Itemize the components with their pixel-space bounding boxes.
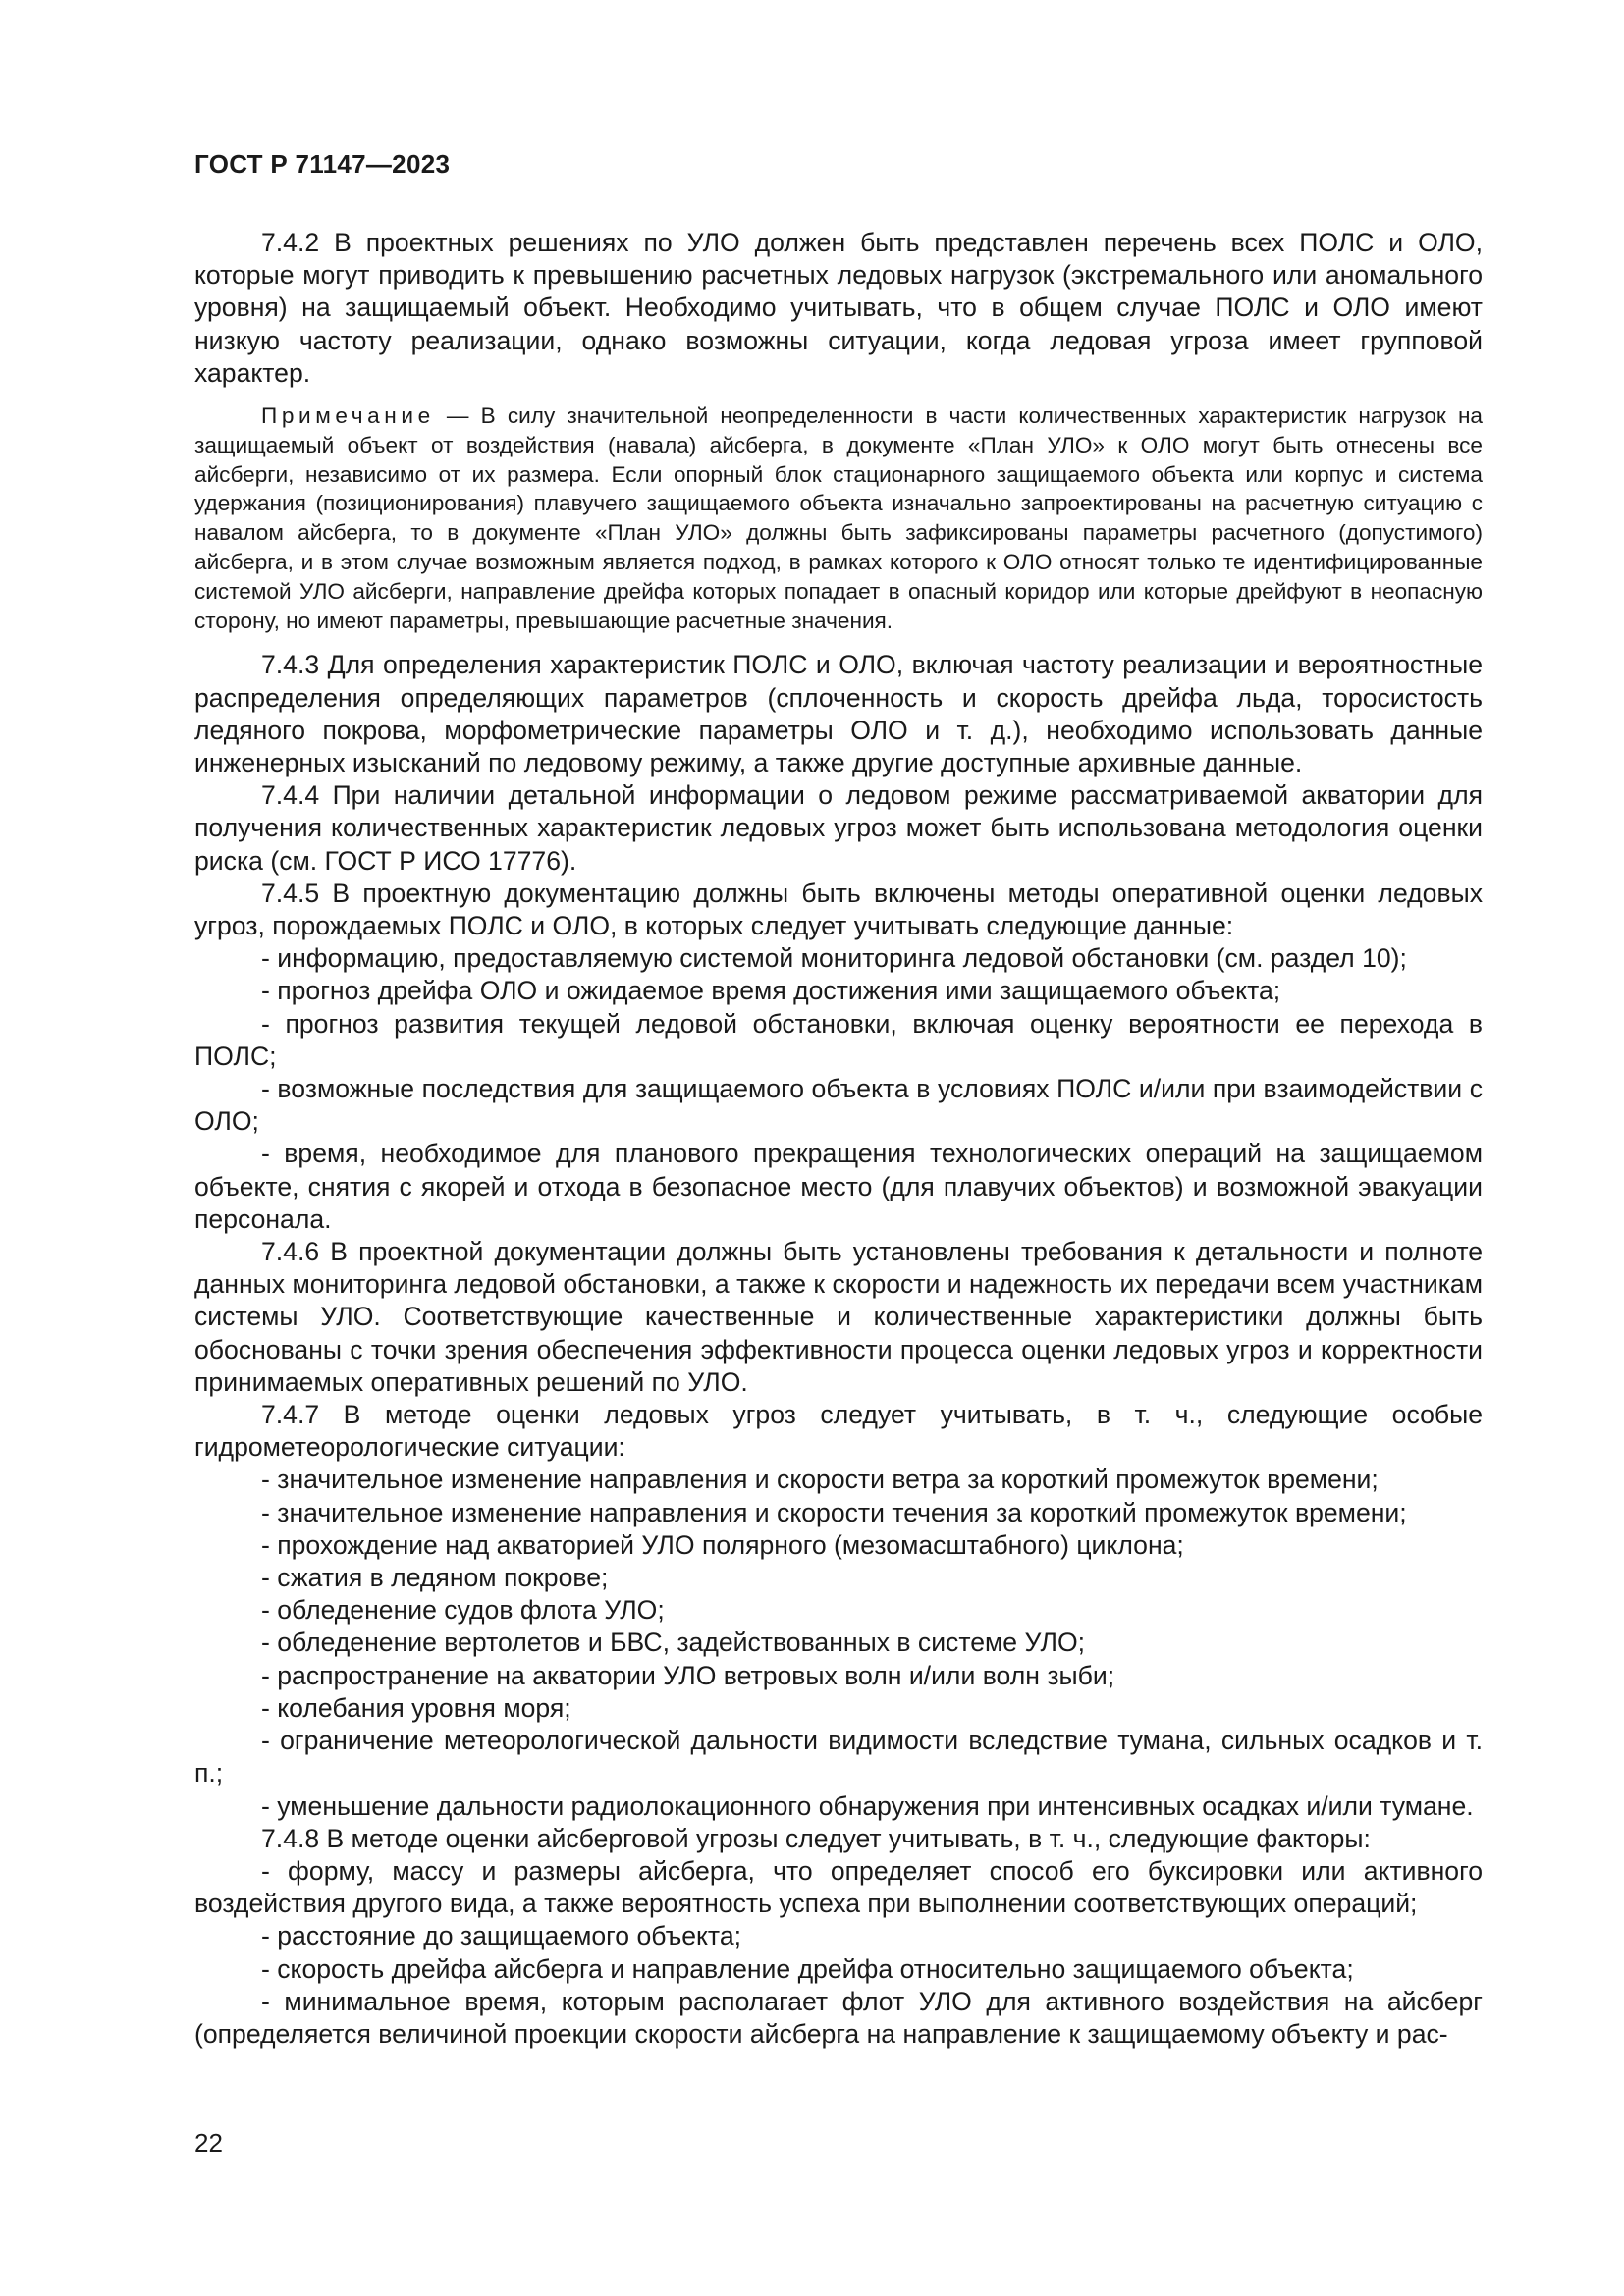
list-item: - обледенение вертолетов и БВС, задействованных в системе УЛО; [261, 1628, 1086, 1658]
list-item: - сжатия в ледяном покрове; [261, 1563, 609, 1593]
list-item: - расстояние до защищаемого объекта; [261, 1921, 741, 1951]
list-item: - значительное изменение направления и скорости ветра за короткий промежуток времени; [261, 1465, 1379, 1495]
list-item: - уменьшение дальности радиолокационного обнаружения при интенсивных осадках и/или тумане. [261, 1790, 1474, 1821]
list-item: - колебания уровня моря; [261, 1692, 571, 1723]
paragraph-7-4-3: 7.4.3 Для определения характеристик ПОЛС и ОЛО, включая частоту реализации и вероятностные распределения определяющих параметров (сплоченность и скорость дрейфа льда, торосистость ледяного покрова, морфометрические параметры ОЛО и т. д.), необходимо использовать данные инженерных изысканий по ледовому режиму, а также другие доступные архивные данные. [194, 650, 1483, 777]
list-item: - обледенение судов флота УЛО; [261, 1595, 665, 1626]
paragraph-7-4-7: 7.4.7 В методе оценки ледовых угроз следует учитывать, в т. ч., следующие особые гидрометеорологические ситуации: [194, 1400, 1483, 1463]
list-item: - прогноз дрейфа ОЛО и ожидаемое время достижения ими защищаемого объекта; [261, 976, 1281, 1006]
list-item: - форму, массу и размеры айсберга, что определяет способ его буксировки или активного воздействия другого вида, а также вероятность успеха при выполнении соответствующих операций; [194, 1855, 1483, 1919]
document-header: ГОСТ Р 71147—2023 [194, 149, 451, 179]
note [194, 401, 1483, 635]
list-item: - прохождение над акваторией УЛО полярного (мезомасштабного) циклона; [261, 1529, 1184, 1560]
paragraph-7-4-8: 7.4.8 В методе оценки айсберговой угрозы следует учитывать, в т. ч., следующие факторы: [261, 1823, 1371, 1853]
list-item: - минимальное время, которым располагает флот УЛО для активного воздействия на айсберг (определяется величиной проекции скорости айсберга на направление к защищаемому объекту и рас- [194, 1986, 1483, 2049]
page-content [194, 227, 1483, 2051]
paragraph-7-4-6: 7.4.6 В проектной документации должны быть установлены требования к детальности и полноте данных мониторинга ледовой обстановки, а также к скорости и надежность их передачи всем участникам системы УЛО. Соответствующие качественные и количественные характеристики должны быть обоснованы с точки зрения обеспечения эффективности процесса оценки ледовых угроз и корректности принимаемых оперативных решений по УЛО. [194, 1237, 1483, 1397]
list-item: - ограничение метеорологической дальности видимости вследствие тумана, сильных осадков и т. п.; [194, 1726, 1483, 1789]
list-item: - время, необходимое для планового прекращения технологических операций на защищаемом объекте, снятия с якорей и отхода в безопасное место (для плавучих объектов) и возможной эвакуации персонала. [194, 1139, 1483, 1234]
list-item: - скорость дрейфа айсберга и направление дрейфа относительно защищаемого объекта; [261, 1953, 1354, 1984]
list-item: - возможные последствия для защищаемого объекта в условиях ПОЛС и/или при взаимодействии с ОЛО; [194, 1074, 1483, 1137]
paragraph-7-4-5: 7.4.5 В проектную документацию должны быть включены методы оперативной оценки ледовых угроз, порождаемых ПОЛС и ОЛО, в которых следует учитывать следующие данные: [194, 878, 1483, 941]
list-item: - прогноз развития текущей ледовой обстановки, включая оценку вероятности ее перехода в ПОЛС; [194, 1008, 1483, 1071]
note-label: Примечание [261, 403, 435, 429]
list-item: - информацию, предоставляемую системой мониторинга ледовой обстановки (см. раздел 10); [261, 943, 1407, 974]
paragraph-7-4-4: 7.4.4 При наличии детальной информации о ледовом режиме рассматриваемой акватории для получения количественных характеристик ледовых угроз может быть использована методология оценки риска (см. ГОСТ Р ИСО 17776). [194, 780, 1483, 876]
paragraph-7-4-2: 7.4.2 В проектных решениях по УЛО должен быть представлен перечень всех ПОЛС и ОЛО, которые могут приводить к превышению расчетных ледовых нагрузок (экстремального или аномального уровня) на защищаемый объект. Необходимо учитывать, что в общем случае ПОЛС и ОЛО имеют низкую частоту реализации, однако возможны ситуации, когда ледовая угроза имеет групповой характер. [194, 228, 1483, 388]
note-text: — В силу значительной неопределенности в части количественных характеристик нагрузок на защищаемый объект от воздействия (навала) айсберга, в документе «План УЛО» к ОЛО могут быть отнесены все айсберги, независимо от их размера. Если опорный блок стационарного защищаемого объекта или корпус и система удержания (позиционирования) плавучего защищаемого объекта изначально запроектированы на расчетную ситуацию с навалом айсберга, то в документе «План УЛО» должны быть зафиксированы параметры расчетного (допустимого) айсберга, и в этом случае возможным является подход, в рамках которого к ОЛО относят только те идентифицированные системой УЛО айсберги, направление дрейфа которых попадает в опасный коридор или которые дрейфуют в неопасную сторону, но имеют параметры, превышающие расчетные значения. [194, 403, 1483, 633]
page-number: 22 [194, 2128, 223, 2158]
list-item: - значительное изменение направления и скорости течения за короткий промежуток времени; [261, 1497, 1407, 1527]
list-item: - распространение на акватории УЛО ветровых волн и/или волн зыби; [261, 1660, 1115, 1690]
